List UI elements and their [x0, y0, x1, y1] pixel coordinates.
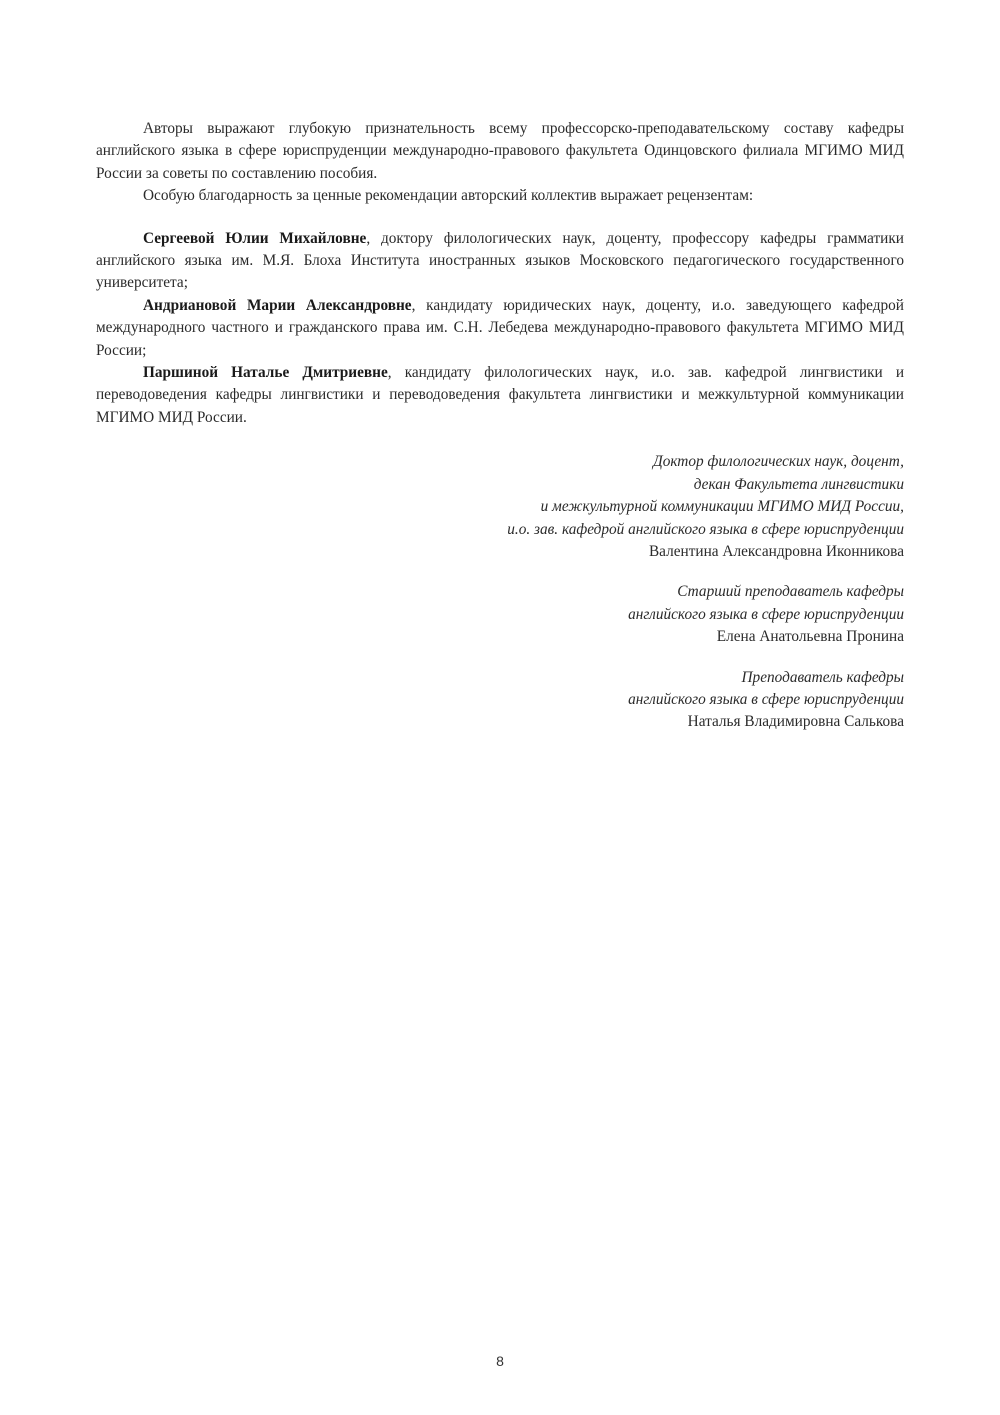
signature-role: [96, 451, 904, 541]
signature-name: Валентина Александровна Иконникова: [648, 542, 904, 560]
signature-role-line: Преподаватель кафедры: [741, 668, 904, 686]
reviewer-entry: [96, 295, 904, 362]
signature-role: [96, 581, 904, 626]
reviewer-details: , кандидату филологических наук, и.о. зав. кафедрой лингвистики и переводоведения кафедры лингвистики и переводоведения факультета лингвистики и межкультурной коммуникации МГИМО МИД России.: [96, 364, 905, 426]
acknowledgement-paragraph: Авторы выражают глубокую признательность всему профессорско-преподавательскому составу кафедры английского языка в сфере юриспруденции международно-правового факультета Одинцовского филиала МГИМО МИД России за советы по составлению пособия.: [96, 120, 904, 182]
signature-role-line: и.о. зав. кафедрой английского языка в сфере юриспруденции: [507, 520, 904, 538]
signature-role-line: английского языка в сфере юриспруденции: [628, 605, 904, 623]
signatures: [96, 451, 904, 733]
reviewer-entry: [96, 228, 904, 295]
reviewer-entry: [96, 362, 904, 429]
signature-role-line: Доктор филологических наук, доцент,: [652, 453, 904, 471]
reviewer-name: Сергеевой Юлии Михайловне: [143, 229, 367, 247]
signature-role-line: английского языка в сфере юриспруденции: [628, 690, 904, 708]
signature-role-line: и межкультурной коммуникации МГИМО МИД России,: [540, 498, 904, 516]
reviewer-name: Андриановой Марии Александровне: [143, 296, 412, 314]
acknowledgement-paragraph: Особую благодарность за ценные рекомендации авторский коллектив выражает рецензентам:: [143, 187, 754, 205]
signature-block: [96, 667, 904, 734]
signature-role: [96, 667, 904, 712]
signature-name: Наталья Владимировна Салькова: [687, 713, 904, 731]
page-number: 8: [496, 1353, 504, 1369]
reviewer-details: , кандидату юридических наук, доценту, и.о. заведующего кафедрой международного частного и гражданского права им. С.Н. Лебедева международно-правового факультета МГИМО МИД России;: [96, 296, 904, 359]
document-page: [96, 118, 904, 752]
signature-block: [96, 581, 904, 648]
spacer: [96, 208, 904, 228]
reviewer-details: , доктору филологических наук, доценту, профессору кафедры грамматики английского языка им. М.Я. Блоха Института иностранных языков Московского педагогического государственного университета;: [96, 229, 904, 292]
signature-block: [96, 451, 904, 563]
signature-name: Елена Анатольевна Пронина: [716, 628, 904, 646]
signature-role-line: декан Факультета лингвистики: [693, 475, 904, 493]
signature-role-line: Старший преподаватель кафедры: [677, 583, 904, 601]
reviewer-name: Паршиной Наталье Дмитриевне: [143, 364, 388, 382]
